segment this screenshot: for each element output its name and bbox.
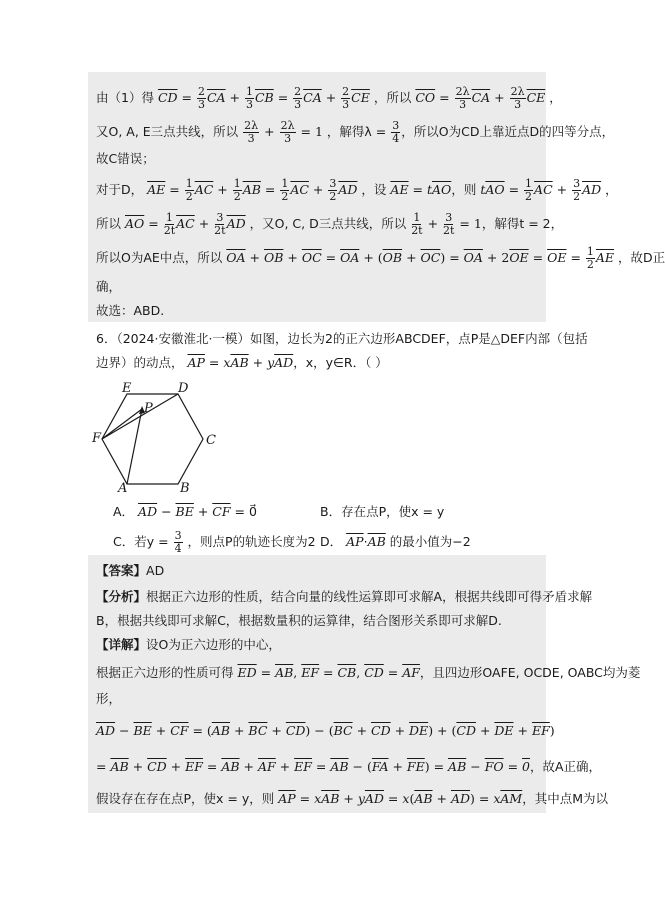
solution-line-8: 故选：ABD.: [96, 303, 165, 318]
solution-line-2: 又O, A, E三点共线，所以 $\frac{2\lambda}{3}$ + $\frac{2\lambda}{3}$ = 1 ，解得λ = $\frac{3}{4}$ ，所以O为CD上靠近点D的四等分点，: [96, 119, 615, 145]
label-F: F: [92, 431, 102, 446]
label-D: D: [178, 381, 189, 396]
solution-line-6: 所以O为AE中点，所以 $\overline{OA} + \overline{OB} + \overline{OC} = \overline{OA} + (\overline{OB} + \overline{OC}) = \overline{OA} + 2\overline{OE} = \overline{OE}$ = $\frac{1}{2}$ $\overline{AE}$ ，故D正: [96, 245, 665, 271]
detail-line-6: 假设存在存在点P，使x = y，则 $\overline{AP} = x\overline{AB} + y\overline{AD} = x(\overline{AB} + \overline{AD}) = x\overline{AM}$，其中点M为以: [96, 791, 609, 806]
detail-line-1: 【详解】设O为正六边形的中心，: [96, 637, 281, 652]
detail-line-2: 根据正六边形的性质可得 $\overline{ED} = \overline{AB}$, $\overline{EF} = \overline{CB}$, $\overline{CD} = \overline{AF}$，且四边形OAFE, OCDE, OABC均为菱: [96, 665, 641, 680]
label-P: P: [144, 401, 153, 416]
label-A: A: [118, 481, 128, 496]
option-C[interactable]: C．若y = $\frac{3}{4}$ ，则点P的轨迹长度为2: [113, 529, 316, 555]
analysis-line-2: B，根据共线即可求解C，根据数量积的运算律，结合图形关系即可求解D.: [96, 613, 502, 628]
question-line-2: 边界）的动点， $\overline{AP} = x\overline{AB} + y\overline{AD}$，x，y∈R．（ ）: [96, 355, 388, 370]
solution-line-1: 由（1）得 $\overline{CD}$ = $\frac{2}{3}$ $\overline{CA}$ + $\frac{1}{3}$ $\overline{CB}$ = $\frac{2}{3}$ $\overline{CA}$ + $\frac{2}{3}$ $\overline{CE}$ ，所以 $\overline{CO}$ = $\frac{2\lambda}{3}$ $\overline{CA}$ + $\frac{2\lambda}{3}$ $\overline{CE}$ ，: [96, 85, 562, 111]
analysis-line-1: 【分析】根据正六边形的性质，结合向量的线性运算即可求解A，根据共线即可得矛盾求解: [96, 589, 593, 604]
option-B[interactable]: B．存在点P，使x = y: [320, 504, 445, 519]
solution-line-7: 确，: [96, 279, 122, 294]
label-B: B: [180, 481, 190, 496]
solution-line-3: 故C错误；: [96, 151, 155, 166]
segment-FP: [102, 409, 142, 439]
label-E: E: [122, 381, 132, 396]
hexagon-figure: [92, 381, 222, 496]
solution-line-4: 对于D， $\overline{AE}$ = $\frac{1}{2}$ $\overline{AC}$ + $\frac{1}{2}$ $\overline{AB}$ = $\frac{1}{2}$ $\overline{AC}$ + $\frac{3}{2}$ $\overline{AD}$ ，设 $\overline{AE} = t\overline{AO}$，则 $t\overline{AO}$ = $\frac{1}{2}$ $\overline{AC}$ + $\frac{3}{2}$ $\overline{AD}$ ，: [96, 177, 618, 203]
detail-line-5: = $\overline{AB} + \overline{CD} + \overline{EF} = \overline{AB} + \overline{AF} + \overline{EF} = \overline{AB} - (\overline{FA} + \overline{FE}) = \overline{AB} - \overline{FO} = 0$，故A正确，: [96, 759, 602, 774]
solution-line-5: 所以 $\overline{AO}$ = $\frac{1}{2t}$ $\overline{AC}$ + $\frac{3}{2t}$ $\overline{AD}$ ，又O, C, D三点共线，所以 $\frac{1}{2t}$ + $\frac{3}{2t}$ = 1，解得t = 2，: [96, 211, 564, 237]
detail-line-3: 形，: [96, 691, 122, 706]
label-C: C: [206, 433, 216, 448]
answer-line: 【答案】AD: [96, 563, 165, 578]
option-A[interactable]: A． $\overline{AD} - \overline{BE} + \overline{CF}$ = 0⃗: [113, 504, 257, 519]
question-line-1: 6．（2024·安徽淮北·一模）如图，边长为2的正六边形ABCDEF，点P是△DEF内部（包括: [96, 331, 588, 346]
option-D[interactable]: D． $\overline{AP}\cdot\overline{AB}$ 的最小值为−2: [320, 534, 471, 549]
detail-line-4: $\overline{AD} - \overline{BE} + \overline{CF} = (\overline{AB} + \overline{BC} + \overline{CD}) - (\overline{BC} + \overline{CD} + \overline{DE}) + (\overline{CD} + \overline{DE} + \overline{EF})$: [96, 723, 555, 738]
